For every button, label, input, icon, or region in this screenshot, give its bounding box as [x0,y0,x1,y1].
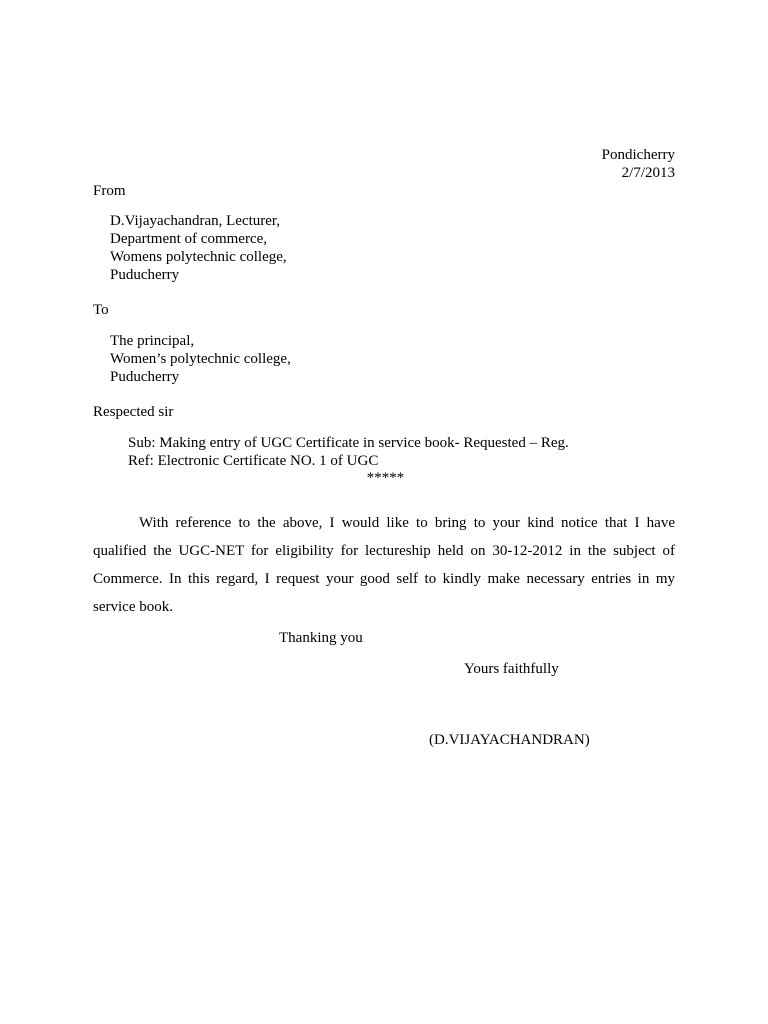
place-date-block [602,146,675,182]
salutation: Respected sir [93,404,174,420]
body-paragraph [93,509,675,621]
from-line-2: Department of commerce, [110,231,268,247]
to-line-3: Puducherry [110,369,180,385]
to-address [110,332,291,386]
place: Pondicherry [601,147,675,163]
from-line-3: Womens polytechnic college, [110,249,287,265]
to-label: To [93,302,109,318]
signature-name: (D.VIJAYACHANDRAN) [429,732,590,748]
to-line-1: The principal, [110,333,195,349]
yours-faithfully: Yours faithfully [464,661,559,677]
separator-stars: ***** [366,470,404,486]
to-line-2: Women’s polytechnic college, [110,351,291,367]
subject-line: Sub: Making entry of UGC Certificate in service book- Requested – Reg. [128,435,569,451]
thanking-you: Thanking you [279,630,363,646]
reference-line: Ref: Electronic Certificate NO. 1 of UGC [128,453,379,469]
from-address [110,212,287,284]
from-line-4: Puducherry [110,267,180,283]
from-label: From [93,183,126,199]
from-line-1: D.Vijayachandran, Lecturer, [110,213,281,229]
date: 2/7/2013 [621,165,675,181]
body-text: With reference to the above, I would like to bring to your kind notice that I have qualified the UGC-NET for eligibility for lectureship held on 30-12-2012 in the subject of Commerce. In this regard, I request your good self to kindly make necessary entries in my service book. [93,515,675,615]
